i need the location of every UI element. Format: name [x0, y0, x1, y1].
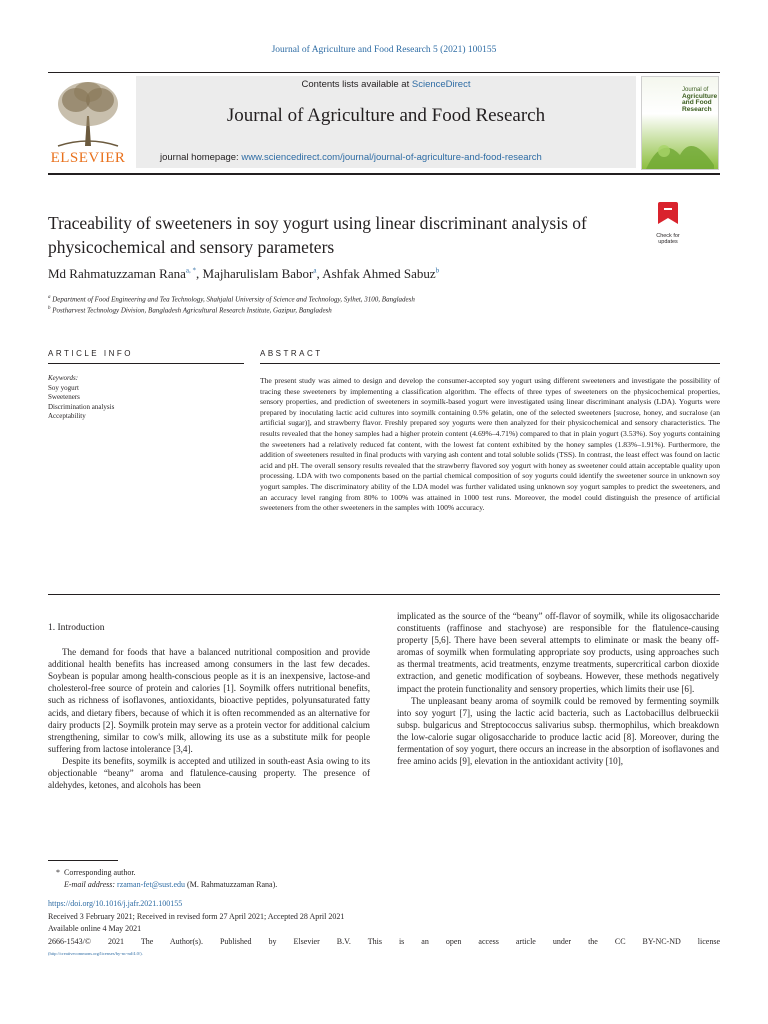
- cover-title-line: Journal of: [682, 87, 709, 93]
- body-paragraph: implicated as the source of the “beany” off-flavor of soymilk, while its oligosaccharide constituents (raffinose and stachyose) are responsible for the flatulence-causing property [5,6]. There have been several attempts to eliminate or mask the beany off-aromas of soymilk when formulating appropriate soy products, using approaches such as thermal treatments, acid treatments, enzyme treatments, supercritical carbon dioxide extraction, and genetic modification of soybeans. However, these methods negatively impact the protein functionality and sensory properties, which limits their use [6].: [397, 611, 719, 694]
- keyword: Discrimination analysis: [48, 402, 115, 411]
- body-paragraph: The demand for foods that have a balanced nutritional composition and provide additional health benefits has increased among consumers in the last few decades. Soybean is popular among health-conscious people as it is an inexpensive, lactose-and cholesterol-free source of protein and calories [1]. Soymilk offers nutritional benefits, such as richness of isoflavones, antioxidants, bioactive peptides, polyunsaturated fatty acids, and dietary fibers, because of which it is often recommended as an alternative for dairy products [2]. Soymilk protein may serve as a protein vector for additional calcium strengthening, similar to cow's milk, allowing its use as a substitute milk for people suffering from lactose intolerance [3,4].: [48, 647, 370, 754]
- doi-link[interactable]: https://doi.org/10.1016/j.jafr.2021.100155: [48, 899, 183, 908]
- author-separator: ,: [316, 266, 323, 281]
- homepage-link[interactable]: www.sciencedirect.com/journal/journal-of-agriculture-and-food-research: [241, 152, 542, 163]
- body-column-left: [48, 622, 370, 791]
- affiliation-mark: b: [48, 306, 51, 311]
- cover-leaf-graphic: [642, 125, 718, 169]
- corresponding-text: Corresponding author.: [64, 868, 136, 877]
- author-name: Md Rahmatuzzaman Rana: [48, 266, 186, 281]
- author-affiliation-mark[interactable]: a, *: [185, 266, 197, 275]
- keywords-label: Keywords:: [48, 374, 79, 382]
- cover-title-line: and Food: [682, 99, 712, 107]
- masthead-top-rule: [48, 72, 720, 73]
- abstract-text: The present study was aimed to design and develop the consumer-accepted soy yogurt using different sweeteners and investigate the possibility of tracing these sweeteners by implementing a classification algorithm. The effects of three types of sweeteners on the physicochemical properties, sensory properties, and prediction of sweeteners in soymilk-based yogurt were investigated using linear discriminant analysis (LDA). Yogurts were prepared by inoculating lactic acid cultures into soymilk containing 0.5% gelatin, one of the selected sweeteners [sucrose, honey, and sucralose (an artificial sugar)], and strawberry flavor. Freshly prepared soy yogurts were then analyzed for their physicochemical and sensory characteristics. The results revealed that the honey samples had a higher protein content (4.69%–4.71%) compared to that in plain yogurt (3.53%). Soy yogurts containing the sweeteners had a relatively reduced fat content, with the lowest fat content exhibited by the honey samples (1.83%–1.91%). Furthermore, the addition of sweeteners resulted in final products with varying ash content and total soluble solids (TSS). In contrast, the least effect was found on lactic acid and pH. The overall sensory results revealed that the strawberry flavored soy yogurt with honey as sweetener could attain acceptable quality upon processing. LDA with two components based on the partial chemical composition of soy yogurts could identify the sweetener source in unknown soy yogurt samples. The discriminatory ability of the LDA model was further validated using unknown soy yogurt samples to predict the sweeteners, and an accuracy level ranging from 80% to 100% was attained in 1000 test runs. Moreover, the model could distinguish the presence of artificial sweeteners from the other sweeteners in the samples with 100% accuracy.: [260, 376, 720, 513]
- badge-label: [648, 233, 688, 245]
- author-affiliation-mark[interactable]: b: [435, 266, 440, 275]
- footnote-rule: [48, 860, 118, 861]
- article-title: Traceability of sweeteners in soy yogurt using linear discriminant analysis of physicochemical and sensory parameters: [48, 213, 587, 257]
- abstract-heading: ABSTRACT: [260, 349, 323, 358]
- affiliation: [48, 306, 728, 314]
- author-list: [48, 266, 688, 282]
- journal-homepage: [160, 152, 630, 163]
- check-for-updates-badge[interactable]: [648, 200, 688, 244]
- homepage-label: journal homepage:: [160, 152, 242, 163]
- cover-title-line: Agriculture: [682, 92, 718, 100]
- author-affiliation-mark[interactable]: a: [313, 266, 317, 275]
- contents-line: [136, 79, 636, 90]
- keywords-block: [48, 374, 244, 422]
- cover-title-line: Research: [682, 105, 712, 113]
- elsevier-wordmark: ELSEVIER: [50, 150, 126, 166]
- author[interactable]: [203, 266, 317, 281]
- section-heading: 1. Introduction: [48, 623, 105, 633]
- affiliation-text: Postharvest Technology Division, Bangladesh Agricultural Research Institute, Gazipur, Bangladesh: [52, 306, 332, 315]
- abstract-bottom-rule: [48, 594, 720, 595]
- corresponding-note: [56, 868, 136, 877]
- body-paragraph: The unpleasant beany aroma of soymilk could be removed by fermenting soymilk into soy yogurt [7], using the lactic acid bacteria, such as Lactobacillus delbrueckii subsp. bulgaricus and Streptococcus salivarius subsp. thermophilus, which breakdown the low-calorie sugar oligosaccharide to produce lactic acid [8]. Moreover, during the fermentation of soy yogurt, there occurs an increase in the absorption of isoflavones and free amino acids [9], elevation in the antioxidant activity [10],: [397, 695, 719, 767]
- sciencedirect-link[interactable]: ScienceDirect: [411, 79, 471, 90]
- journal-citation[interactable]: Journal of Agriculture and Food Research 5 (2021) 100155: [271, 45, 497, 55]
- author-name: Majharulislam Babor: [202, 266, 314, 281]
- journal-cover[interactable]: [641, 76, 719, 170]
- badge-label-line: Check for: [656, 233, 680, 239]
- license-link[interactable]: (http://creativecommons.org/licenses/by-nc-nd/4.0/).: [48, 951, 143, 956]
- affiliation-mark: a: [48, 295, 51, 300]
- email-label: E-mail address:: [64, 880, 118, 889]
- body-column-right: [397, 610, 719, 767]
- keyword: Acceptability: [48, 412, 86, 420]
- affiliation-text: Department of Food Engineering and Tea Technology, Shahjalal University of Science and Technology, Sylhet, 3100, Bangladesh: [52, 295, 415, 304]
- article-info-rule: [48, 363, 244, 364]
- keyword: Sweeteners: [48, 393, 80, 401]
- email-line: [64, 880, 277, 889]
- available-online: Available online 4 May 2021: [48, 924, 142, 933]
- author[interactable]: [322, 266, 439, 281]
- body-paragraph: Despite its benefits, soymilk is accepted and utilized in south-east Asia owing to its objectionable “beany” aroma and flatulence-causing property. The presence of aldehydes, ketones, and alcohols has been: [48, 755, 370, 791]
- author[interactable]: [48, 266, 196, 281]
- email-link[interactable]: rzaman-fet@sust.edu: [117, 880, 186, 889]
- license-text: 2666-1543/© 2021 The Author(s). Published by Elsevier B.V. This is an open access article under the CC BY-NC-ND license: [48, 937, 720, 946]
- author-separator: ,: [196, 266, 203, 281]
- journal-title: Journal of Agriculture and Food Research: [226, 105, 546, 126]
- contents-prefix: Contents lists available at: [301, 79, 412, 90]
- affiliation: [48, 295, 728, 303]
- abstract-top-rule: [260, 363, 720, 364]
- corresponding-mark: *: [56, 868, 60, 877]
- author-name: Ashfak Ahmed Sabuz: [322, 266, 436, 281]
- check-updates-icon: [648, 200, 688, 228]
- received-dates: Received 3 February 2021; Received in revised form 27 April 2021; Accepted 28 April 2021: [48, 912, 345, 921]
- badge-label-line: updates: [658, 239, 678, 245]
- keyword: Soy yogurt: [48, 383, 79, 392]
- article-info-heading: ARTICLE INFO: [48, 349, 133, 358]
- masthead-bottom-rule: [48, 173, 720, 175]
- email-owner: (M. Rahmatuzzaman Rana).: [185, 880, 278, 889]
- cover-title: [682, 87, 716, 113]
